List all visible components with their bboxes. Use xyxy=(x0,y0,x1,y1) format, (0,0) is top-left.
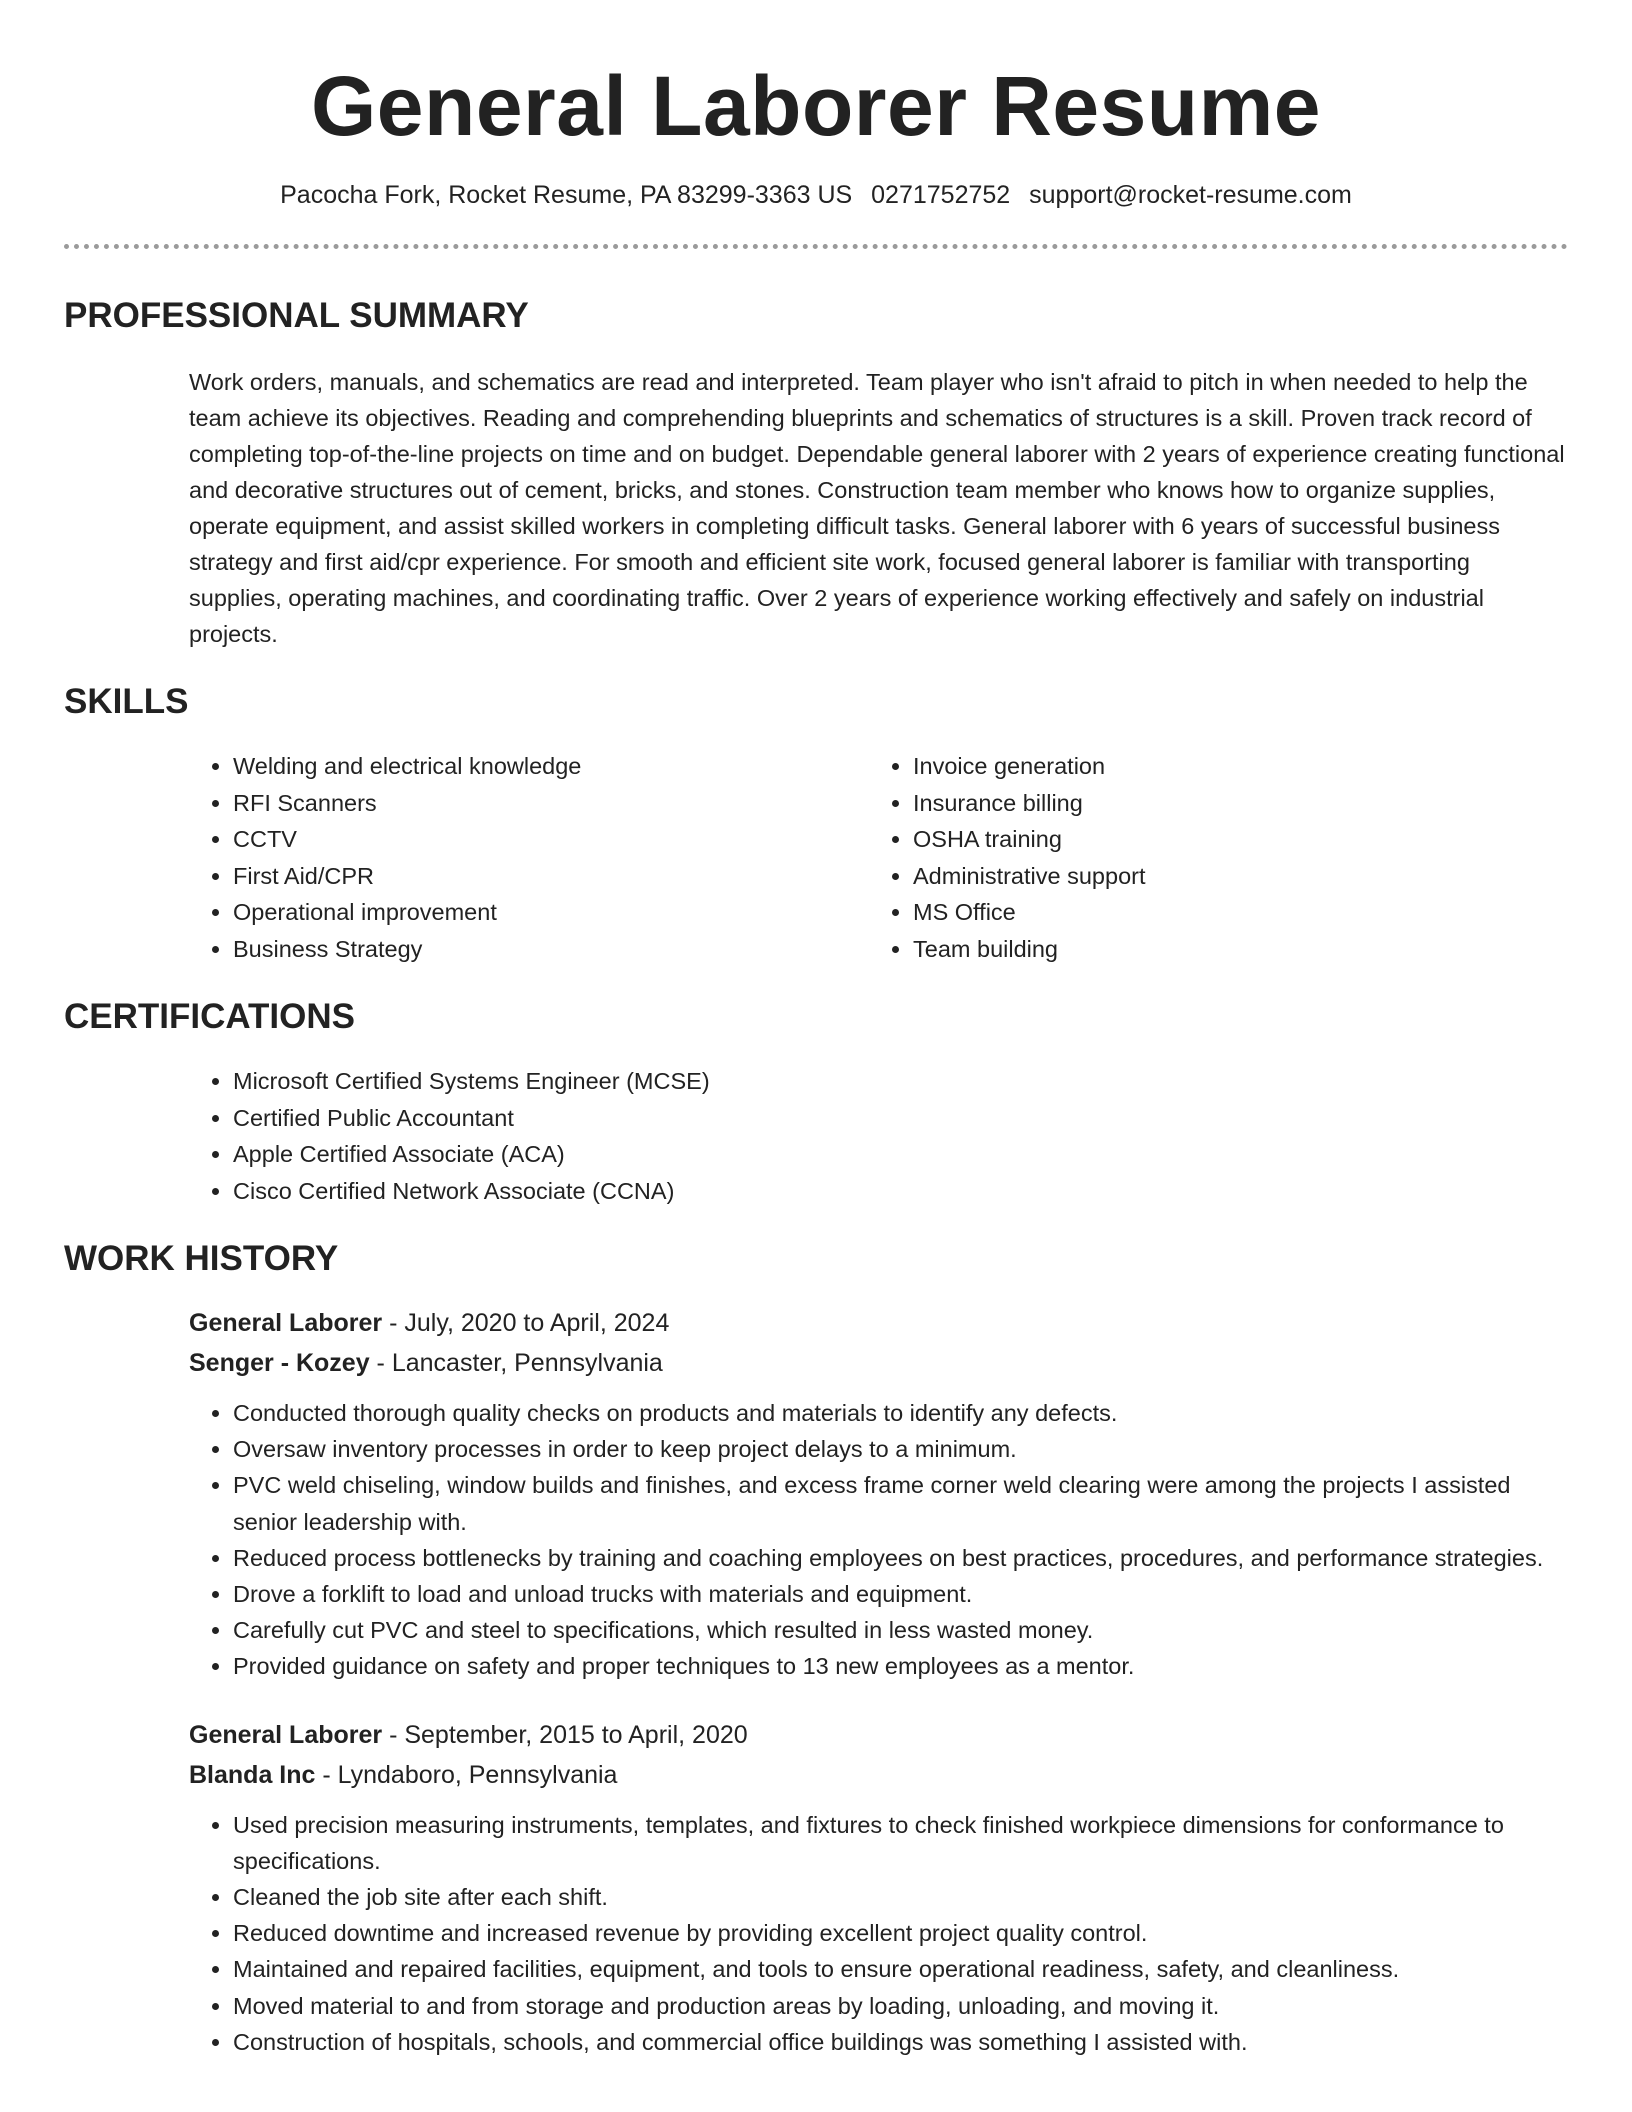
job-bullet: • Construction of hospitals, schools, and commercial office buildings was something I assisted with. xyxy=(233,2024,1568,2060)
job-location: - Lyndaboro, Pennsylvania xyxy=(315,1760,618,1789)
job-company-line xyxy=(189,1343,1568,1383)
contact-email: support@rocket-resume.com xyxy=(1029,181,1352,209)
job-bullets xyxy=(189,1807,1568,2060)
contact-line xyxy=(64,178,1568,212)
job-title: General Laborer xyxy=(189,1720,383,1749)
resume-title: General Laborer Resume xyxy=(310,59,1322,153)
job-company-line xyxy=(189,1755,1568,1795)
skill-item: • Team building xyxy=(913,931,1513,968)
skills-column-left xyxy=(189,748,869,967)
skill-item: • Operational improvement xyxy=(233,894,869,931)
job-bullet: • Provided guidance on safety and proper techniques to 13 new employees as a mentor. xyxy=(233,1648,1568,1684)
job-entry xyxy=(189,1715,1568,2060)
job-bullets xyxy=(189,1395,1568,1685)
job-company: Blanda Inc xyxy=(189,1760,316,1789)
contact-phone: 0271752752 xyxy=(871,181,1011,209)
job-bullet: • Used precision measuring instruments, templates, and fixtures to check finished workpiece dimensions for conformance to specifications. xyxy=(233,1807,1568,1879)
job-bullet: • PVC weld chiseling, window builds and finishes, and excess frame corner weld clearing were among the projects I assisted senior leadership with. xyxy=(233,1467,1568,1539)
job-title-line xyxy=(189,1715,1568,1755)
skill-item: • CCTV xyxy=(233,821,869,858)
skill-item: • MS Office xyxy=(913,894,1513,931)
skills-list xyxy=(189,748,1568,967)
skill-item: • RFI Scanners xyxy=(233,785,869,822)
section-title-work-history: WORK HISTORY xyxy=(64,1239,339,1278)
certification-item: • Apple Certified Associate (ACA) xyxy=(233,1136,1568,1173)
skill-item: • Business Strategy xyxy=(233,931,869,968)
contact-address: Pacocha Fork, Rocket Resume, PA 83299-3363 US xyxy=(280,181,853,209)
job-dates: - July, 2020 to April, 2024 xyxy=(382,1309,670,1337)
job-bullet: • Reduced process bottlenecks by training and coaching employees on best practices, procedures, and performance strategies. xyxy=(233,1540,1568,1576)
section-title-certifications: CERTIFICATIONS xyxy=(64,997,356,1036)
job-bullet: • Carefully cut PVC and steel to specifications, which resulted in less wasted money. xyxy=(233,1612,1568,1648)
job-title: General Laborer xyxy=(189,1309,383,1337)
job-title-line xyxy=(189,1303,1568,1343)
job-bullet: • Reduced downtime and increased revenue by providing excellent project quality control. xyxy=(233,1915,1568,1951)
certification-item: • Cisco Certified Network Associate (CCNA) xyxy=(233,1173,1568,1210)
job-bullet: • Conducted thorough quality checks on products and materials to identify any defects. xyxy=(233,1395,1568,1431)
job-bullet: • Maintained and repaired facilities, equipment, and tools to ensure operational readiness, safety, and cleanliness. xyxy=(233,1951,1568,1987)
job-entry xyxy=(189,1303,1568,1685)
skill-item: • Welding and electrical knowledge xyxy=(233,748,869,785)
skill-item: • OSHA training xyxy=(913,821,1513,858)
job-company: Senger - Kozey xyxy=(189,1349,370,1377)
skill-item: • First Aid/CPR xyxy=(233,858,869,895)
summary-text: Work orders, manuals, and schematics are read and interpreted. Team player who isn't afraid to pitch in when needed to help the team achieve its objectives. Reading and comprehending blueprints and schematics of structures is a skill. Proven track record of completing top-of-the-line projects on time and on budget. Dependable general laborer with 2 years of experience creating functional and decorative structures out of cement, bricks, and stones. Construction team member who knows how to organize supplies, operate equipment, and assist skilled workers in completing difficult tasks. General laborer with 6 years of successful business strategy and first aid/cpr experience. For smooth and efficient site work, focused general laborer is familiar with transporting supplies, operating machines, and coordinating traffic. Over 2 years of experience working effectively and safely on industrial projects. xyxy=(189,369,1565,647)
job-bullet: • Moved material to and from storage and production areas by loading, unloading, and moving it. xyxy=(233,1988,1568,2024)
job-dates: - September, 2015 to April, 2020 xyxy=(382,1720,748,1749)
job-location: - Lancaster, Pennsylvania xyxy=(369,1349,663,1377)
job-bullet: • Oversaw inventory processes in order to keep project delays to a minimum. xyxy=(233,1431,1568,1467)
section-title-skills: SKILLS xyxy=(64,682,189,721)
section-title-summary: PROFESSIONAL SUMMARY xyxy=(64,296,529,335)
skills-column-right xyxy=(869,748,1513,967)
skill-item: • Insurance billing xyxy=(913,785,1513,822)
header-divider xyxy=(64,244,1568,249)
skill-item: • Invoice generation xyxy=(913,748,1513,785)
skill-item: • Administrative support xyxy=(913,858,1513,895)
certification-item: • Microsoft Certified Systems Engineer (MCSE) xyxy=(233,1063,1568,1100)
job-bullet: • Cleaned the job site after each shift. xyxy=(233,1879,1568,1915)
certification-item: • Certified Public Accountant xyxy=(233,1100,1568,1137)
job-bullet: • Drove a forklift to load and unload trucks with materials and equipment. xyxy=(233,1576,1568,1612)
certifications-list xyxy=(189,1063,1568,1209)
